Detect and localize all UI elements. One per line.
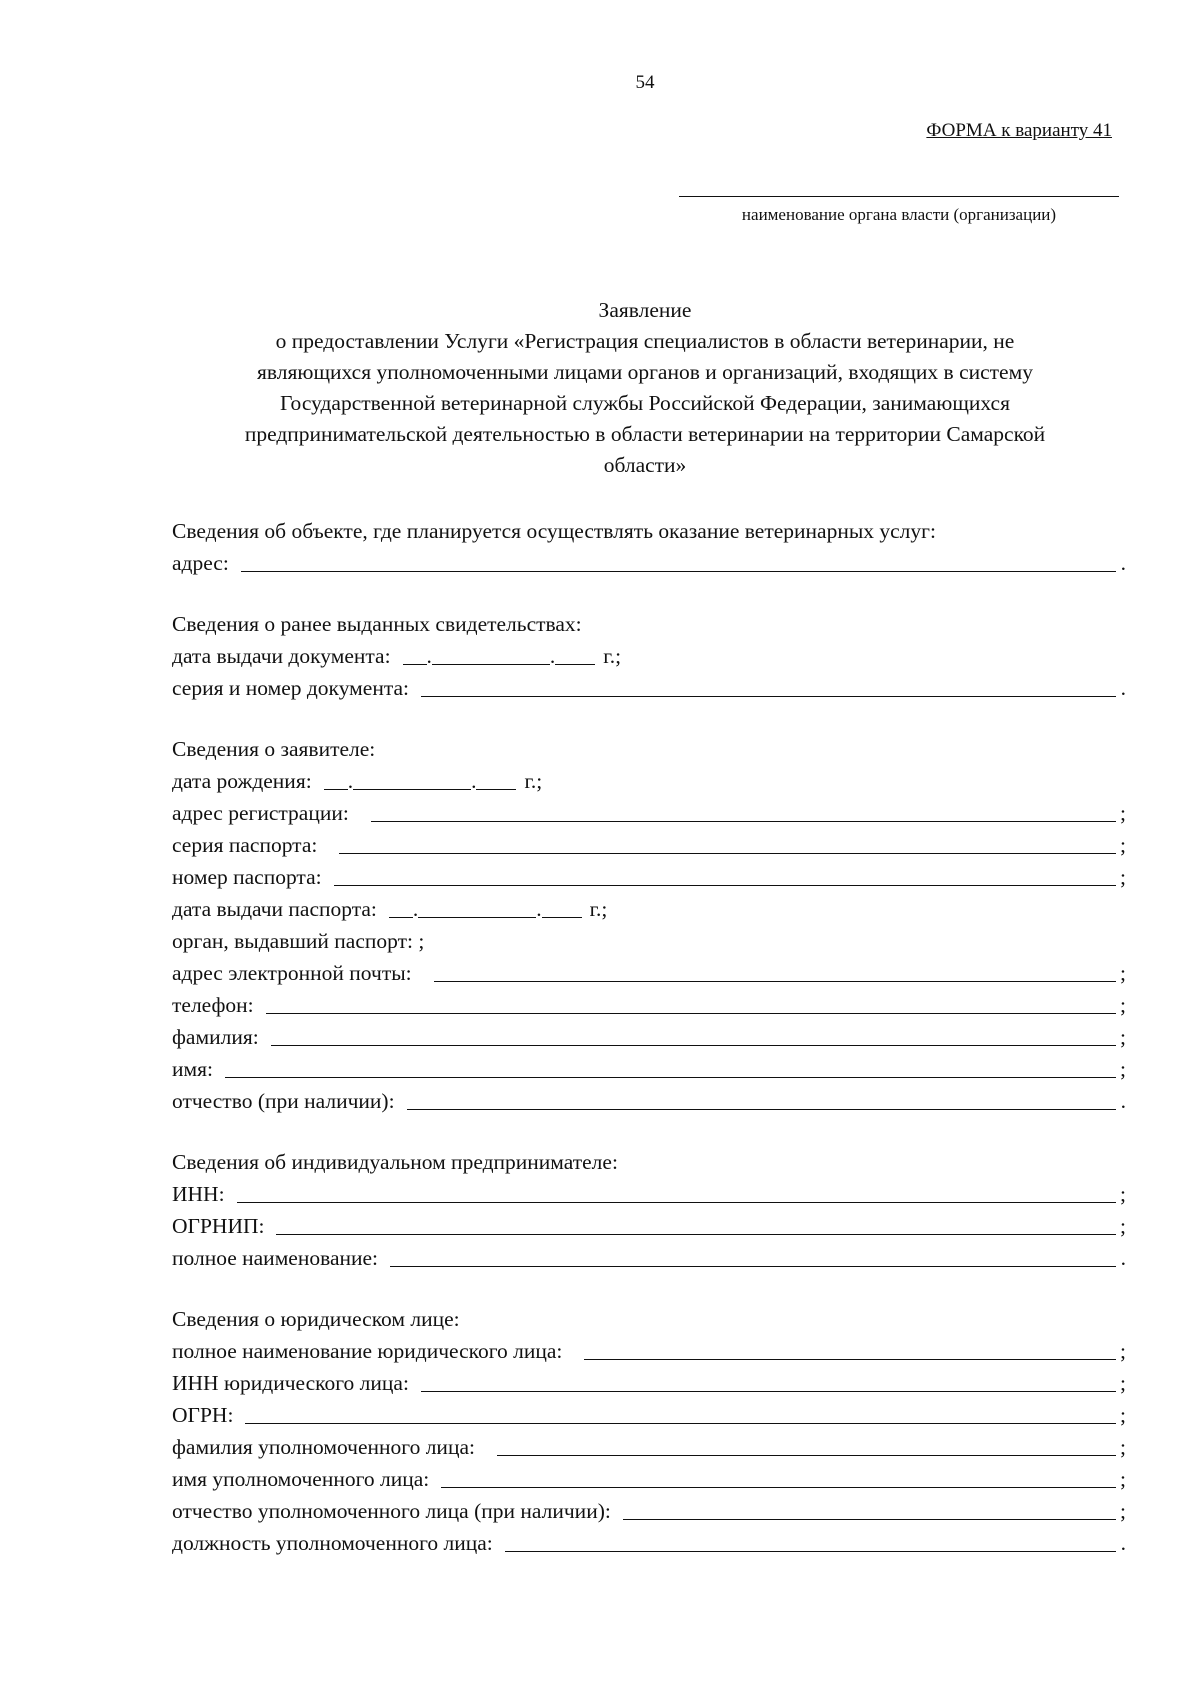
birth-day-input[interactable] [324,789,348,790]
authority-caption: наименование органа власти (организации) [741,205,1057,224]
form-fields [172,515,1126,1559]
certificate-issue-month-input[interactable] [432,664,550,665]
field-passport-series: серия паспорта: ; [172,829,1126,861]
page-number: 54 [635,72,655,93]
field-email: адрес электронной почты: ; [172,957,1126,989]
entrepreneur-full-name-label: полное наименование: [172,1246,379,1270]
name-input[interactable] [225,1077,1116,1078]
form-reference: ФОРМА к варианту 41 [926,120,1112,141]
field-rep-position: должность уполномоченного лица: . [172,1527,1126,1559]
field-certificate-series-number: серия и номер документа: . [172,672,1126,704]
field-phone: телефон: ; [172,989,1126,1021]
legal-inn-label: ИНН юридического лица: [172,1371,409,1395]
entrepreneur-inn-label: ИНН: [172,1182,225,1206]
section-applicant-heading: Сведения о заявителе: [172,737,376,761]
email-input[interactable] [434,981,1116,982]
field-legal-full-name: полное наименование юридического лица: ; [172,1335,1126,1367]
section-entrepreneur-heading: Сведения об индивидуальном предпринимателе: [172,1150,618,1174]
email-label: адрес электронной почты: [172,961,412,985]
authority-name-line[interactable] [679,196,1119,197]
certificate-issue-date-label: дата выдачи документа: [172,644,391,668]
field-patronymic: отчество (при наличии): . [172,1085,1126,1117]
section-object-heading: Сведения об объекте, где планируется осуществлять оказание ветеринарных услуг: [172,519,936,543]
certificate-series-number-input[interactable] [421,696,1116,697]
certificate-issue-day-input[interactable] [403,664,427,665]
field-passport-issuer [172,925,1126,957]
field-birth-date: дата рождения: . . г.; [172,765,1126,797]
field-legal-ogrn: ОГРН: ; [172,1399,1126,1431]
field-passport-issue-date: дата выдачи паспорта: . . г.; [172,893,1126,925]
rep-name-input[interactable] [441,1487,1116,1488]
field-rep-patronymic: отчество уполномоченного лица (при наличии): ; [172,1495,1126,1527]
phone-label: телефон: [172,993,254,1017]
object-address-input[interactable] [241,571,1116,572]
title-line: области» [603,453,687,477]
field-name: имя: ; [172,1053,1126,1085]
certificate-series-number-label: серия и номер документа: [172,676,409,700]
field-rep-name: имя уполномоченного лица: ; [172,1463,1126,1495]
field-entrepreneur-inn: ИНН: ; [172,1178,1126,1210]
field-passport-number: номер паспорта: ; [172,861,1126,893]
field-rep-surname: фамилия уполномоченного лица: ; [172,1431,1126,1463]
passport-issue-date-label: дата выдачи паспорта: [172,897,377,921]
rep-name-label: имя уполномоченного лица: [172,1467,430,1491]
phone-input[interactable] [266,1013,1116,1014]
patronymic-input[interactable] [407,1109,1116,1110]
section-certificates-heading: Сведения о ранее выданных свидетельствах: [172,612,582,636]
object-address-label: адрес: [172,551,229,575]
entrepreneur-ogrnip-input[interactable] [276,1234,1116,1235]
title-line: предпринимательской деятельностью в области ветеринарии на территории Самарской [244,422,1046,446]
name-label: имя: [172,1057,213,1081]
rep-surname-input[interactable] [497,1455,1116,1456]
certificate-issue-year-input[interactable] [555,664,595,665]
legal-inn-input[interactable] [421,1391,1116,1392]
field-registration-address: адрес регистрации: ; [172,797,1126,829]
passport-issue-year-input[interactable] [542,917,582,918]
legal-ogrn-input[interactable] [245,1423,1116,1424]
rep-patronymic-input[interactable] [623,1519,1116,1520]
field-entrepreneur-ogrnip: ОГРНИП: ; [172,1210,1126,1242]
birth-year-input[interactable] [476,789,516,790]
title-line: Государственной ветеринарной службы Российской Федерации, занимающихся [280,391,1010,415]
registration-address-label: адрес регистрации: [172,801,349,825]
entrepreneur-inn-input[interactable] [237,1202,1116,1203]
field-entrepreneur-full-name: полное наименование: . [172,1242,1126,1274]
passport-issue-month-input[interactable] [418,917,536,918]
passport-issuer-label: орган, выдавший паспорт: ; [172,929,425,953]
passport-series-input[interactable] [339,853,1116,854]
birth-date-label: дата рождения: [172,769,312,793]
registration-address-input[interactable] [371,821,1116,822]
rep-surname-label: фамилия уполномоченного лица: [172,1435,475,1459]
legal-full-name-input[interactable] [584,1359,1116,1360]
title-line: о предоставлении Услуги «Регистрация специалистов в области ветеринарии, не [275,329,1015,353]
rep-position-input[interactable] [505,1551,1116,1552]
legal-full-name-label: полное наименование юридического лица: [172,1339,563,1363]
field-surname: фамилия: ; [172,1021,1126,1053]
rep-patronymic-label: отчество уполномоченного лица (при наличии): [172,1499,611,1523]
title-line: являющихся уполномоченными лицами органов и организаций, входящих в систему [257,360,1033,384]
passport-number-label: номер паспорта: [172,865,322,889]
field-legal-inn: ИНН юридического лица: ; [172,1367,1126,1399]
entrepreneur-ogrnip-label: ОГРНИП: [172,1214,265,1238]
passport-series-label: серия паспорта: [172,833,318,857]
surname-input[interactable] [271,1045,1116,1046]
rep-position-label: должность уполномоченного лица: [172,1531,493,1555]
section-legal-entity-heading: Сведения о юридическом лице: [172,1307,460,1331]
field-object-address: адрес: . [172,547,1126,579]
application-title [170,295,1120,481]
legal-ogrn-label: ОГРН: [172,1403,234,1427]
passport-issue-day-input[interactable] [389,917,413,918]
patronymic-label: отчество (при наличии): [172,1089,395,1113]
birth-month-input[interactable] [353,789,471,790]
title-heading: Заявление [598,298,692,322]
entrepreneur-full-name-input[interactable] [390,1266,1116,1267]
field-certificate-issue-date: дата выдачи документа: . . г.; [172,640,1126,672]
passport-number-input[interactable] [334,885,1116,886]
surname-label: фамилия: [172,1025,259,1049]
